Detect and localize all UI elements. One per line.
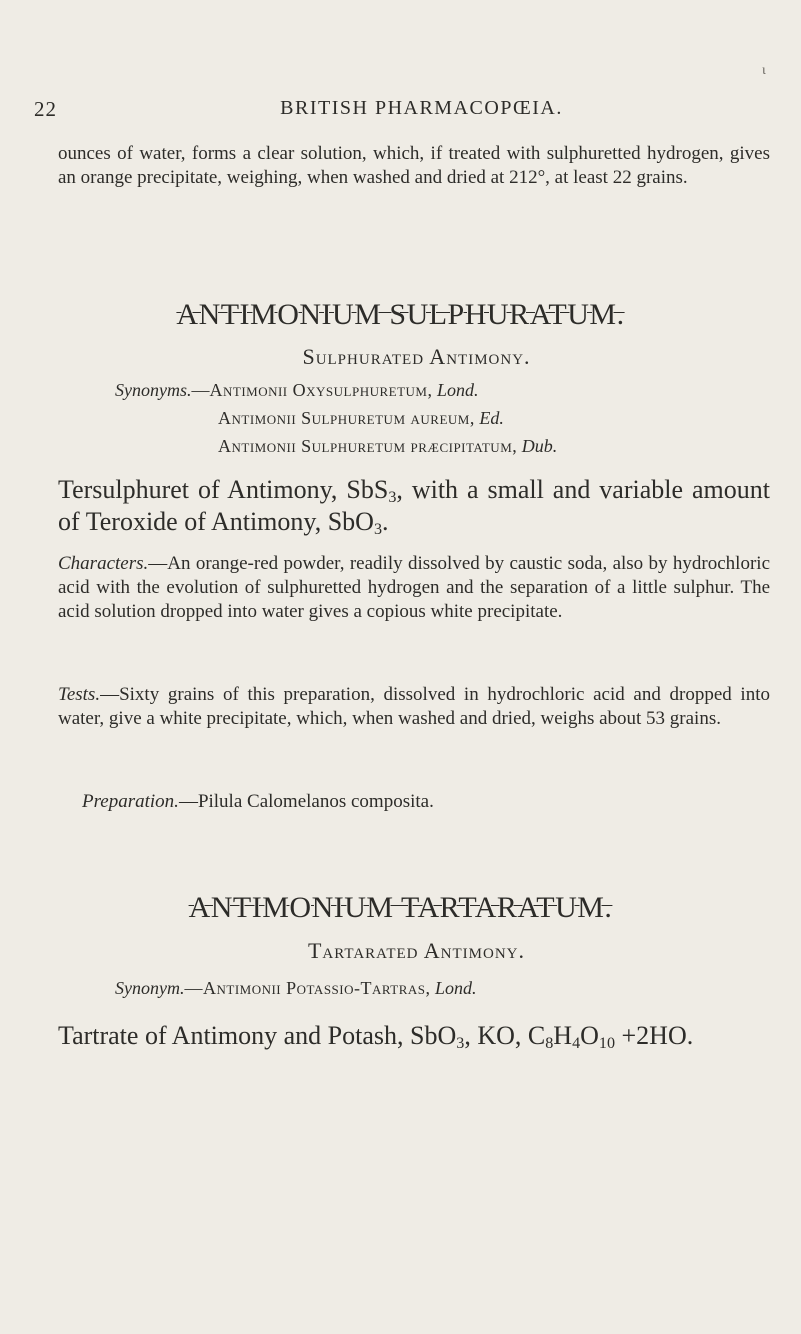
preparation-label: Preparation. <box>82 791 179 812</box>
synonym-source: Lond. <box>436 380 479 400</box>
synonym-source: Lond. <box>435 978 477 998</box>
synonym-source: Dub. <box>521 436 558 456</box>
preparation-text: —Pilula Calomelanos composita. <box>178 791 434 812</box>
section-title-tartaratum: ANTIMONIUM TARTARATUM. <box>188 891 613 924</box>
formula-text: , KO, C <box>464 1021 546 1050</box>
tests-label: Tests. <box>58 684 101 705</box>
formula-subscript: 3 <box>388 489 397 507</box>
tests-text: —Sixty grains of this preparation, dissolved in hydrochloric acid and dropped into water, give a white precipitate, which, when washed and dried, weighs about 53 grains. <box>58 684 770 729</box>
synonym-label: Synonym. <box>115 978 185 998</box>
synonym-name: Antimonii Oxysulphuretum, <box>209 380 433 400</box>
page-number: 22 <box>34 97 57 121</box>
formula-text: +2HO. <box>615 1021 694 1050</box>
formula-subscript: 3 <box>456 1035 465 1053</box>
section-subtitle-tartarated: Tartarated Antimony. <box>307 938 525 963</box>
characters-text: —An orange-red powder, readily dissolved by caustic soda, also by hydrochloric acid with the evolution of sulphuretted hydrogen and the separation of a little sulphur. The acid solution dropped into water gives a copious white precipitate. <box>58 553 770 622</box>
synonym-name: Antimonii Sulphuretum præcipitatum, <box>218 436 518 456</box>
corner-mark: ι <box>762 63 766 78</box>
preparation-paragraph <box>82 790 770 814</box>
dash: — <box>191 380 210 400</box>
formula-text: H <box>553 1021 573 1050</box>
tests-paragraph <box>58 683 770 731</box>
synonym-line <box>218 406 504 430</box>
section-title-sulphuratum: ANTIMONIUM SULPHURATUM. <box>176 298 625 331</box>
synonym-line <box>115 976 477 1000</box>
formula-subscript: 4 <box>572 1035 581 1053</box>
section-subtitle-sulphurated: Sulphurated Antimony. <box>302 344 531 369</box>
synonym-name: Antimonii Sulphuretum aureum, <box>218 408 475 428</box>
formula-subscript: 10 <box>598 1035 616 1053</box>
characters-label: Characters. <box>58 553 149 574</box>
characters-paragraph <box>58 552 770 624</box>
formula-text: O <box>580 1021 599 1050</box>
formula-sulphuratum <box>58 474 770 538</box>
synonym-name: —Antimonii Potassio-Tartras, <box>184 978 431 998</box>
running-head: BRITISH PHARMACOPŒIA. <box>280 97 563 119</box>
formula-subscript: 3 <box>373 521 382 539</box>
formula-subscript: 8 <box>545 1035 554 1053</box>
formula-tartaratum <box>58 1020 770 1052</box>
intro-paragraph: ounces of water, forms a clear solution, which, if treated with sulphuretted hydrogen, gives an orange precipitate, weighing, when washed and dried at 212°, at least 22 grains. <box>58 143 770 188</box>
page-header <box>34 97 769 127</box>
formula-text: Tersulphuret of Antimony, SbS <box>58 475 389 504</box>
formula-text: . <box>382 507 389 536</box>
formula-text: , with a small and variable amount of Teroxide of Antimony, SbO <box>58 475 770 536</box>
synonym-line <box>218 434 557 458</box>
synonyms-label: Synonyms. <box>115 380 192 400</box>
formula-text: Tartrate of Antimony and Potash, SbO <box>58 1021 457 1050</box>
synonym-line <box>115 378 479 402</box>
synonym-source: Ed. <box>479 408 504 428</box>
